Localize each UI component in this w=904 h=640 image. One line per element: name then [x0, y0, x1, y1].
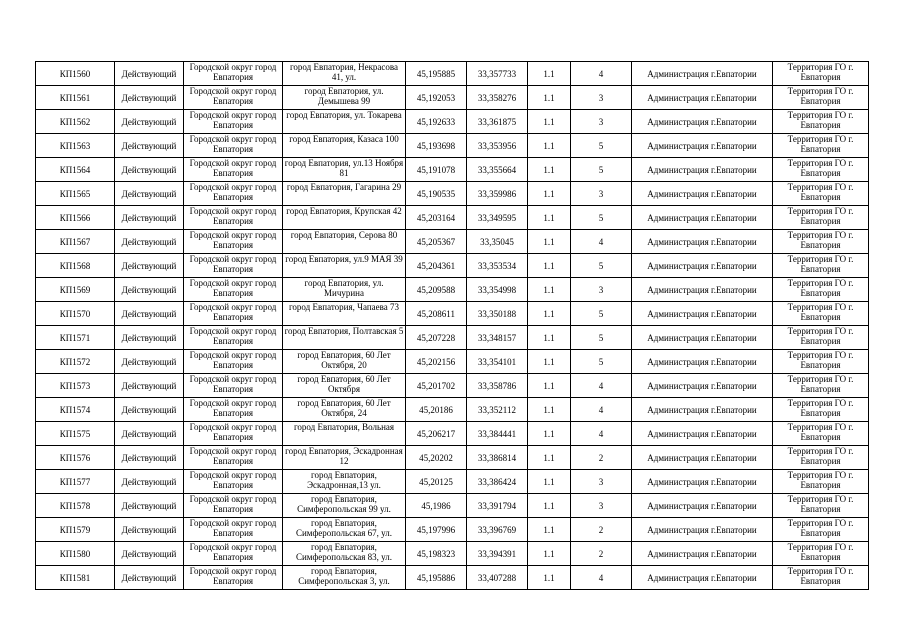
longitude-cell: 33,359986 — [467, 182, 528, 206]
type-code-cell: 1.1 — [528, 470, 571, 494]
municipality-cell: Городской округ город Евпатория — [184, 62, 283, 86]
table-row — [36, 494, 869, 518]
address-cell: город Евпатория, Вольная — [283, 422, 406, 446]
latitude-cell: 45,197996 — [406, 518, 467, 542]
longitude-cell: 33,350188 — [467, 302, 528, 326]
container-count-cell: 3 — [571, 470, 632, 494]
type-code-cell: 1.1 — [528, 230, 571, 254]
territory-cell: Территория ГО г. Евпатория — [773, 494, 869, 518]
longitude-cell: 33,354101 — [467, 350, 528, 374]
address-cell: город Евпатория, ул.9 МАЯ 39 — [283, 254, 406, 278]
status-cell: Действующий — [115, 350, 184, 374]
address-cell: город Евпатория, Симферопольская 3, ул. — [283, 566, 406, 590]
municipality-cell: Городской округ город Евпатория — [184, 446, 283, 470]
status-cell: Действующий — [115, 278, 184, 302]
table-row — [36, 206, 869, 230]
longitude-cell: 33,386814 — [467, 446, 528, 470]
site-id-cell: КП1580 — [36, 542, 115, 566]
address-cell: город Евпатория, Гагарина 29 — [283, 182, 406, 206]
type-code-cell: 1.1 — [528, 566, 571, 590]
latitude-cell: 45,198323 — [406, 542, 467, 566]
latitude-cell: 45,205367 — [406, 230, 467, 254]
territory-cell: Территория ГО г. Евпатория — [773, 278, 869, 302]
territory-cell: Территория ГО г. Евпатория — [773, 518, 869, 542]
territory-cell: Территория ГО г. Евпатория — [773, 542, 869, 566]
status-cell: Действующий — [115, 254, 184, 278]
latitude-cell: 45,195886 — [406, 566, 467, 590]
site-id-cell: КП1566 — [36, 206, 115, 230]
owner-cell: Администрация г.Евпатории — [632, 542, 773, 566]
container-count-cell: 2 — [571, 446, 632, 470]
owner-cell: Администрация г.Евпатории — [632, 398, 773, 422]
longitude-cell: 33,384441 — [467, 422, 528, 446]
municipality-cell: Городской округ город Евпатория — [184, 206, 283, 230]
territory-cell: Территория ГО г. Евпатория — [773, 470, 869, 494]
longitude-cell: 33,353534 — [467, 254, 528, 278]
site-id-cell: КП1579 — [36, 518, 115, 542]
territory-cell: Территория ГО г. Евпатория — [773, 398, 869, 422]
address-cell: город Евпатория, Некрасова 41, ул. — [283, 62, 406, 86]
type-code-cell: 1.1 — [528, 398, 571, 422]
site-id-cell: КП1581 — [36, 566, 115, 590]
site-id-cell: КП1577 — [36, 470, 115, 494]
site-id-cell: КП1571 — [36, 326, 115, 350]
longitude-cell: 33,348157 — [467, 326, 528, 350]
table-row — [36, 470, 869, 494]
latitude-cell: 45,20125 — [406, 470, 467, 494]
status-cell: Действующий — [115, 134, 184, 158]
owner-cell: Администрация г.Евпатории — [632, 566, 773, 590]
territory-cell: Территория ГО г. Евпатория — [773, 302, 869, 326]
site-id-cell: КП1570 — [36, 302, 115, 326]
site-id-cell: КП1560 — [36, 62, 115, 86]
status-cell: Действующий — [115, 398, 184, 422]
territory-cell: Территория ГО г. Евпатория — [773, 134, 869, 158]
status-cell: Действующий — [115, 302, 184, 326]
latitude-cell: 45,206217 — [406, 422, 467, 446]
status-cell: Действующий — [115, 206, 184, 230]
latitude-cell: 45,203164 — [406, 206, 467, 230]
status-cell: Действующий — [115, 62, 184, 86]
site-id-cell: КП1576 — [36, 446, 115, 470]
site-id-cell: КП1575 — [36, 422, 115, 446]
owner-cell: Администрация г.Евпатории — [632, 302, 773, 326]
longitude-cell: 33,35045 — [467, 230, 528, 254]
type-code-cell: 1.1 — [528, 350, 571, 374]
municipality-cell: Городской округ город Евпатория — [184, 542, 283, 566]
site-id-cell: КП1572 — [36, 350, 115, 374]
longitude-cell: 33,394391 — [467, 542, 528, 566]
longitude-cell: 33,386424 — [467, 470, 528, 494]
longitude-cell: 33,349595 — [467, 206, 528, 230]
type-code-cell: 1.1 — [528, 302, 571, 326]
type-code-cell: 1.1 — [528, 422, 571, 446]
owner-cell: Администрация г.Евпатории — [632, 134, 773, 158]
container-count-cell: 3 — [571, 182, 632, 206]
table-row — [36, 278, 869, 302]
owner-cell: Администрация г.Евпатории — [632, 494, 773, 518]
territory-cell: Территория ГО г. Евпатория — [773, 350, 869, 374]
table-row — [36, 518, 869, 542]
owner-cell: Администрация г.Евпатории — [632, 326, 773, 350]
status-cell: Действующий — [115, 494, 184, 518]
container-count-cell: 5 — [571, 254, 632, 278]
container-count-cell: 2 — [571, 518, 632, 542]
container-count-cell: 4 — [571, 374, 632, 398]
site-id-cell: КП1568 — [36, 254, 115, 278]
site-id-cell: КП1578 — [36, 494, 115, 518]
site-id-cell: КП1562 — [36, 110, 115, 134]
table-row — [36, 398, 869, 422]
municipality-cell: Городской округ город Евпатория — [184, 278, 283, 302]
territory-cell: Территория ГО г. Евпатория — [773, 62, 869, 86]
territory-cell: Территория ГО г. Евпатория — [773, 326, 869, 350]
latitude-cell: 45,20186 — [406, 398, 467, 422]
address-cell: город Евпатория, Полтавская 5 — [283, 326, 406, 350]
table-row — [36, 158, 869, 182]
longitude-cell: 33,357733 — [467, 62, 528, 86]
latitude-cell: 45,20202 — [406, 446, 467, 470]
table-row — [36, 110, 869, 134]
type-code-cell: 1.1 — [528, 518, 571, 542]
latitude-cell: 45,192053 — [406, 86, 467, 110]
site-id-cell: КП1563 — [36, 134, 115, 158]
container-count-cell: 3 — [571, 278, 632, 302]
status-cell: Действующий — [115, 326, 184, 350]
status-cell: Действующий — [115, 422, 184, 446]
owner-cell: Администрация г.Евпатории — [632, 374, 773, 398]
longitude-cell: 33,396769 — [467, 518, 528, 542]
container-count-cell: 3 — [571, 86, 632, 110]
address-cell: город Евпатория, Крупская 42 — [283, 206, 406, 230]
territory-cell: Территория ГО г. Евпатория — [773, 182, 869, 206]
type-code-cell: 1.1 — [528, 254, 571, 278]
status-cell: Действующий — [115, 158, 184, 182]
owner-cell: Администрация г.Евпатории — [632, 422, 773, 446]
status-cell: Действующий — [115, 230, 184, 254]
owner-cell: Администрация г.Евпатории — [632, 230, 773, 254]
table-row — [36, 374, 869, 398]
territory-cell: Территория ГО г. Евпатория — [773, 110, 869, 134]
owner-cell: Администрация г.Евпатории — [632, 350, 773, 374]
container-count-cell: 5 — [571, 302, 632, 326]
table-row — [36, 326, 869, 350]
address-cell: город Евпатория, ул. Токарева — [283, 110, 406, 134]
municipality-cell: Городской округ город Евпатория — [184, 470, 283, 494]
site-id-cell: КП1573 — [36, 374, 115, 398]
type-code-cell: 1.1 — [528, 182, 571, 206]
municipality-cell: Городской округ город Евпатория — [184, 326, 283, 350]
container-count-cell: 5 — [571, 326, 632, 350]
territory-cell: Территория ГО г. Евпатория — [773, 566, 869, 590]
territory-cell: Территория ГО г. Евпатория — [773, 422, 869, 446]
latitude-cell: 45,195885 — [406, 62, 467, 86]
latitude-cell: 45,207228 — [406, 326, 467, 350]
owner-cell: Администрация г.Евпатории — [632, 278, 773, 302]
municipality-cell: Городской округ город Евпатория — [184, 566, 283, 590]
container-count-cell: 4 — [571, 230, 632, 254]
latitude-cell: 45,192633 — [406, 110, 467, 134]
owner-cell: Администрация г.Евпатории — [632, 182, 773, 206]
type-code-cell: 1.1 — [528, 86, 571, 110]
site-id-cell: КП1574 — [36, 398, 115, 422]
container-count-cell: 4 — [571, 566, 632, 590]
municipality-cell: Городской округ город Евпатория — [184, 230, 283, 254]
territory-cell: Территория ГО г. Евпатория — [773, 446, 869, 470]
longitude-cell: 33,361875 — [467, 110, 528, 134]
container-count-cell: 5 — [571, 206, 632, 230]
address-cell: город Евпатория, Серова 80 — [283, 230, 406, 254]
longitude-cell: 33,358276 — [467, 86, 528, 110]
table-row — [36, 422, 869, 446]
address-cell: город Евпатория, 60 Лет Октября, 24 — [283, 398, 406, 422]
territory-cell: Территория ГО г. Евпатория — [773, 254, 869, 278]
table-body — [36, 62, 869, 590]
address-cell: город Евпатория, Эскадронная 12 — [283, 446, 406, 470]
owner-cell: Администрация г.Евпатории — [632, 470, 773, 494]
latitude-cell: 45,1986 — [406, 494, 467, 518]
type-code-cell: 1.1 — [528, 158, 571, 182]
address-cell: город Евпатория, Казаса 100 — [283, 134, 406, 158]
address-cell: город Евпатория, ул. Демышева 99 — [283, 86, 406, 110]
type-code-cell: 1.1 — [528, 110, 571, 134]
municipality-cell: Городской округ город Евпатория — [184, 134, 283, 158]
latitude-cell: 45,209588 — [406, 278, 467, 302]
owner-cell: Администрация г.Евпатории — [632, 254, 773, 278]
status-cell: Действующий — [115, 446, 184, 470]
type-code-cell: 1.1 — [528, 62, 571, 86]
address-cell: город Евпатория, 60 Лет Октября, 20 — [283, 350, 406, 374]
status-cell: Действующий — [115, 542, 184, 566]
territory-cell: Территория ГО г. Евпатория — [773, 374, 869, 398]
address-cell: город Евпатория, ул. Мичурина — [283, 278, 406, 302]
table-row — [36, 62, 869, 86]
container-count-cell: 4 — [571, 422, 632, 446]
owner-cell: Администрация г.Евпатории — [632, 86, 773, 110]
latitude-cell: 45,201702 — [406, 374, 467, 398]
owner-cell: Администрация г.Евпатории — [632, 158, 773, 182]
longitude-cell: 33,353956 — [467, 134, 528, 158]
latitude-cell: 45,208611 — [406, 302, 467, 326]
municipality-cell: Городской округ город Евпатория — [184, 158, 283, 182]
type-code-cell: 1.1 — [528, 278, 571, 302]
site-id-cell: КП1564 — [36, 158, 115, 182]
longitude-cell: 33,407288 — [467, 566, 528, 590]
status-cell: Действующий — [115, 374, 184, 398]
container-count-cell: 4 — [571, 398, 632, 422]
type-code-cell: 1.1 — [528, 326, 571, 350]
site-id-cell: КП1565 — [36, 182, 115, 206]
status-cell: Действующий — [115, 86, 184, 110]
status-cell: Действующий — [115, 518, 184, 542]
table-row — [36, 566, 869, 590]
table-row — [36, 134, 869, 158]
territory-cell: Территория ГО г. Евпатория — [773, 206, 869, 230]
address-cell: город Евпатория, Чапаева 73 — [283, 302, 406, 326]
table-row — [36, 86, 869, 110]
table-row — [36, 446, 869, 470]
address-cell: город Евпатория, Эскадронная,13 ул. — [283, 470, 406, 494]
municipality-cell: Городской округ город Евпатория — [184, 518, 283, 542]
territory-cell: Территория ГО г. Евпатория — [773, 158, 869, 182]
municipality-cell: Городской округ город Евпатория — [184, 422, 283, 446]
longitude-cell: 33,355664 — [467, 158, 528, 182]
latitude-cell: 45,191078 — [406, 158, 467, 182]
longitude-cell: 33,352112 — [467, 398, 528, 422]
municipality-cell: Городской округ город Евпатория — [184, 86, 283, 110]
status-cell: Действующий — [115, 566, 184, 590]
status-cell: Действующий — [115, 110, 184, 134]
type-code-cell: 1.1 — [528, 134, 571, 158]
type-code-cell: 1.1 — [528, 446, 571, 470]
municipality-cell: Городской округ город Евпатория — [184, 398, 283, 422]
container-count-cell: 5 — [571, 158, 632, 182]
municipality-cell: Городской округ город Евпатория — [184, 302, 283, 326]
territory-cell: Территория ГО г. Евпатория — [773, 230, 869, 254]
latitude-cell: 45,190535 — [406, 182, 467, 206]
latitude-cell: 45,193698 — [406, 134, 467, 158]
territory-cell: Территория ГО г. Евпатория — [773, 86, 869, 110]
site-id-cell: КП1569 — [36, 278, 115, 302]
longitude-cell: 33,354998 — [467, 278, 528, 302]
site-id-cell: КП1567 — [36, 230, 115, 254]
container-count-cell: 2 — [571, 542, 632, 566]
table-row — [36, 302, 869, 326]
owner-cell: Администрация г.Евпатории — [632, 518, 773, 542]
type-code-cell: 1.1 — [528, 374, 571, 398]
status-cell: Действующий — [115, 182, 184, 206]
container-sites-table — [35, 61, 869, 590]
address-cell: город Евпатория, 60 Лет Октября — [283, 374, 406, 398]
table-row — [36, 254, 869, 278]
address-cell: город Евпатория, Симферопольская 99 ул. — [283, 494, 406, 518]
table-row — [36, 542, 869, 566]
municipality-cell: Городской округ город Евпатория — [184, 494, 283, 518]
longitude-cell: 33,358786 — [467, 374, 528, 398]
container-count-cell: 5 — [571, 134, 632, 158]
municipality-cell: Городской округ город Евпатория — [184, 374, 283, 398]
type-code-cell: 1.1 — [528, 542, 571, 566]
table-row — [36, 230, 869, 254]
container-count-cell: 3 — [571, 494, 632, 518]
container-count-cell: 3 — [571, 110, 632, 134]
address-cell: город Евпатория, Симферопольская 83, ул. — [283, 542, 406, 566]
municipality-cell: Городской округ город Евпатория — [184, 182, 283, 206]
owner-cell: Администрация г.Евпатории — [632, 62, 773, 86]
owner-cell: Администрация г.Евпатории — [632, 110, 773, 134]
site-id-cell: КП1561 — [36, 86, 115, 110]
owner-cell: Администрация г.Евпатории — [632, 206, 773, 230]
table-row — [36, 350, 869, 374]
municipality-cell: Городской округ город Евпатория — [184, 350, 283, 374]
municipality-cell: Городской округ город Евпатория — [184, 110, 283, 134]
type-code-cell: 1.1 — [528, 206, 571, 230]
status-cell: Действующий — [115, 470, 184, 494]
address-cell: город Евпатория, ул.13 Ноября 81 — [283, 158, 406, 182]
container-count-cell: 4 — [571, 62, 632, 86]
table-row — [36, 182, 869, 206]
municipality-cell: Городской округ город Евпатория — [184, 254, 283, 278]
latitude-cell: 45,202156 — [406, 350, 467, 374]
latitude-cell: 45,204361 — [406, 254, 467, 278]
container-count-cell: 5 — [571, 350, 632, 374]
type-code-cell: 1.1 — [528, 494, 571, 518]
longitude-cell: 33,391794 — [467, 494, 528, 518]
address-cell: город Евпатория, Симферопольская 67, ул. — [283, 518, 406, 542]
owner-cell: Администрация г.Евпатории — [632, 446, 773, 470]
